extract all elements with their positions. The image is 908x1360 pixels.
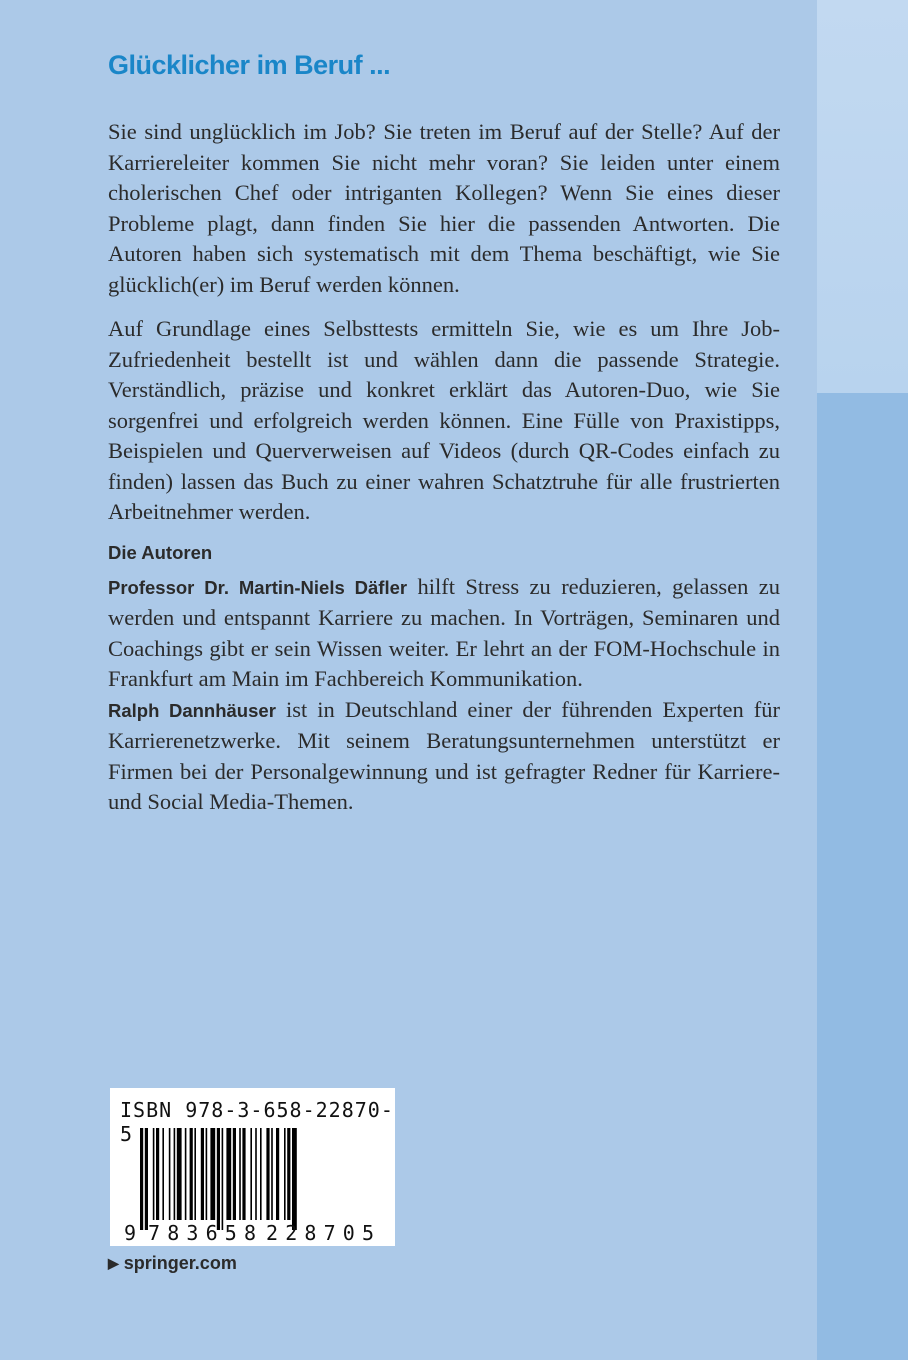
author-1-text: hilft Stress zu reduzieren, gelassen zu werden und entspannt Karriere zu machen. In Vorträgen, Seminaren und Coachings gibt er sein Wissen weiter. Er lehrt an der FOM-Hochschule in Frankfurt am Main im Fachbereich Kommunikation.	[108, 573, 781, 691]
side-stripe-bottom	[817, 393, 908, 1360]
author-2-name: Ralph Dannhäuser	[108, 699, 276, 721]
barcode-bar	[217, 1128, 220, 1230]
barcode-bar	[239, 1128, 241, 1220]
author-2-bio	[108, 695, 780, 818]
authors-heading: Die Autoren	[108, 541, 213, 563]
barcode-bar	[250, 1128, 252, 1220]
barcode-bar	[201, 1128, 204, 1220]
play-arrow-icon: ▶	[108, 1255, 119, 1271]
barcode-bar	[266, 1128, 269, 1220]
publisher-url: springer.com	[123, 1253, 237, 1273]
barcode-bar	[206, 1128, 208, 1220]
barcode-bar	[287, 1128, 290, 1220]
barcode-bar	[292, 1128, 297, 1230]
barcode-bar	[174, 1128, 176, 1220]
barcode-bar	[153, 1128, 155, 1220]
book-tagline: Glücklicher im Beruf ...	[108, 50, 391, 80]
publisher-link[interactable]	[108, 1253, 237, 1274]
barcode-bar	[145, 1128, 148, 1230]
barcode-bar	[162, 1128, 164, 1220]
barcode-bar	[185, 1128, 187, 1220]
side-stripe-top	[817, 0, 908, 393]
barcode-bar	[233, 1128, 236, 1220]
barcode-graphic	[110, 1088, 395, 1246]
barcode-digits-right: 228705	[266, 1221, 374, 1245]
author-2-text: ist in Deutschland einer der führenden Experten für Karrierenetzwerke. Mit seinem Beratungsunternehmen unterstützt er Firmen bei der Personalgewinnung und ist gefragter Redner für Karriere- und Social Media-Themen.	[108, 696, 780, 814]
barcode-bar	[276, 1128, 279, 1220]
author-1-name: Professor Dr. Martin-Niels Däfler	[108, 576, 408, 598]
back-cover-text	[108, 50, 780, 818]
isbn-label: ISBN 978-3-658-22870-5	[120, 1098, 394, 1146]
barcode-bar	[169, 1128, 171, 1220]
description-paragraph-1: Sie sind unglücklich im Job? Sie treten im Beruf auf der Stelle? Auf der Karriereleiter kommen Sie nicht mehr voran? Sie leiden unter einem cholerischen Chef oder intriganten Kollegen? Wenn Sie eines dieser Probleme plagt, dann finden Sie hier die passenden Antworten. Die Autoren haben sich systematisch mit dem Thema beschäftigt, wie Sie glücklich(er) im Beruf werden können.	[108, 119, 780, 297]
author-1-bio	[108, 572, 780, 695]
barcode-bar	[242, 1128, 245, 1220]
barcode-bar	[210, 1128, 215, 1220]
barcode-bar	[140, 1128, 143, 1230]
barcode-bar	[222, 1128, 224, 1230]
barcode-digit-lead: 9	[124, 1221, 137, 1245]
description-paragraph-2: Auf Grundlage eines Selbsttests ermitteln Sie, wie es um Ihre Job-Zufriedenheit bestellt ist und wählen dann die passende Strategie. Verständlich, präzise und konkret erklärt das Autoren-Duo, wie Sie sorgenfrei und erfolgreich werden können. Eine Fülle von Praxistipps, Beispielen und Querverweisen auf Videos (durch QR-Codes einfach zu finden) lassen das Buch zu einer wahren Schatztruhe für alle frustrierten Arbeitnehmer werden.	[108, 316, 780, 524]
barcode-bar	[271, 1128, 273, 1220]
barcode-bar	[255, 1128, 257, 1220]
barcode-bar	[190, 1128, 193, 1220]
isbn-barcode	[110, 1088, 395, 1246]
barcode-bar	[177, 1128, 182, 1220]
barcode-digits-left: 783658	[148, 1221, 256, 1245]
barcode-bar	[260, 1128, 262, 1220]
barcode-bar	[156, 1128, 159, 1220]
barcode-bar	[226, 1128, 231, 1220]
barcode-bar	[194, 1128, 196, 1220]
barcode-bar	[284, 1128, 286, 1220]
